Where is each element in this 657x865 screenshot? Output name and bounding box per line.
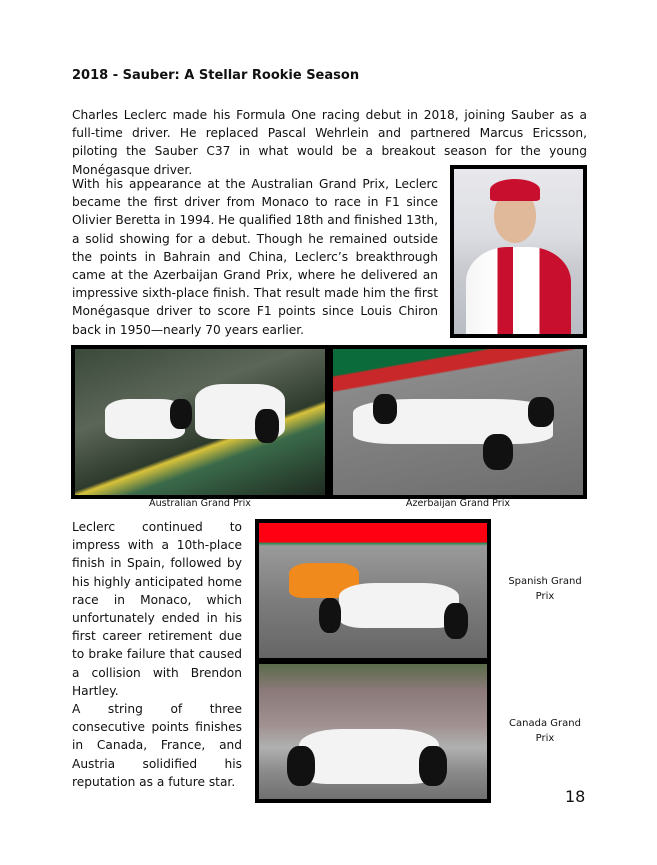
race-photo-column [255,519,491,803]
debut-paragraph: With his appearance at the Australian Grand Prix, Leclerc became the first driver from Monaco to race in F1 since Olivier Beretta in 1994. He qualified 18th and finished 13th, a solid showing for a debut. Though he remained outside the points in Bahrain and China, Leclerc’s breakthrough came at the Azerbaijan Grand Prix, where he delivered an impressive sixth-place finish. That result made him the first Monégasque driver to score F1 points since Louis Chiron back in 1950—nearly 70 years earlier. [72,177,438,337]
page-number: 18 [565,787,586,806]
canada-gp-caption: Canada Grand Prix [509,718,581,744]
leclerc-portrait-photo [450,165,587,338]
portrait-image [454,169,583,334]
australian-gp-photo [75,349,325,495]
spain-monaco-paragraph: Leclerc continued to impress with a 10th-place finish in Spain, followed by his highly anticipated home race in Monaco, which unfortunately ended in his first career retirement due to brake failure that caused a collision with Brendon Hartley. [72,520,242,698]
intro-paragraph: Charles Leclerc made his Formula One racing debut in 2018, joining Sauber as a full-time driver. He replaced Pascal Wehrlein and partnered Marcus Ericsson, piloting the Sauber C37 in what would be a breakout season for the young Monégasque driver. [72,108,587,177]
points-streak-paragraph: A string of three consecutive points finishes in Canada, France, and Austria solidified his reputation as a future star. [72,702,242,789]
section-title: 2018 - Sauber: A Stellar Rookie Season [72,68,360,83]
spanish-gp-caption: Spanish Grand Prix [508,576,582,602]
race-photo-strip [71,345,587,499]
canada-gp-photo [259,664,487,799]
azerbaijan-gp-caption: Azerbaijan Grand Prix [405,498,511,509]
australian-gp-caption: Australian Grand Prix [149,498,251,509]
spanish-gp-photo [259,523,487,658]
azerbaijan-gp-photo [333,349,583,495]
